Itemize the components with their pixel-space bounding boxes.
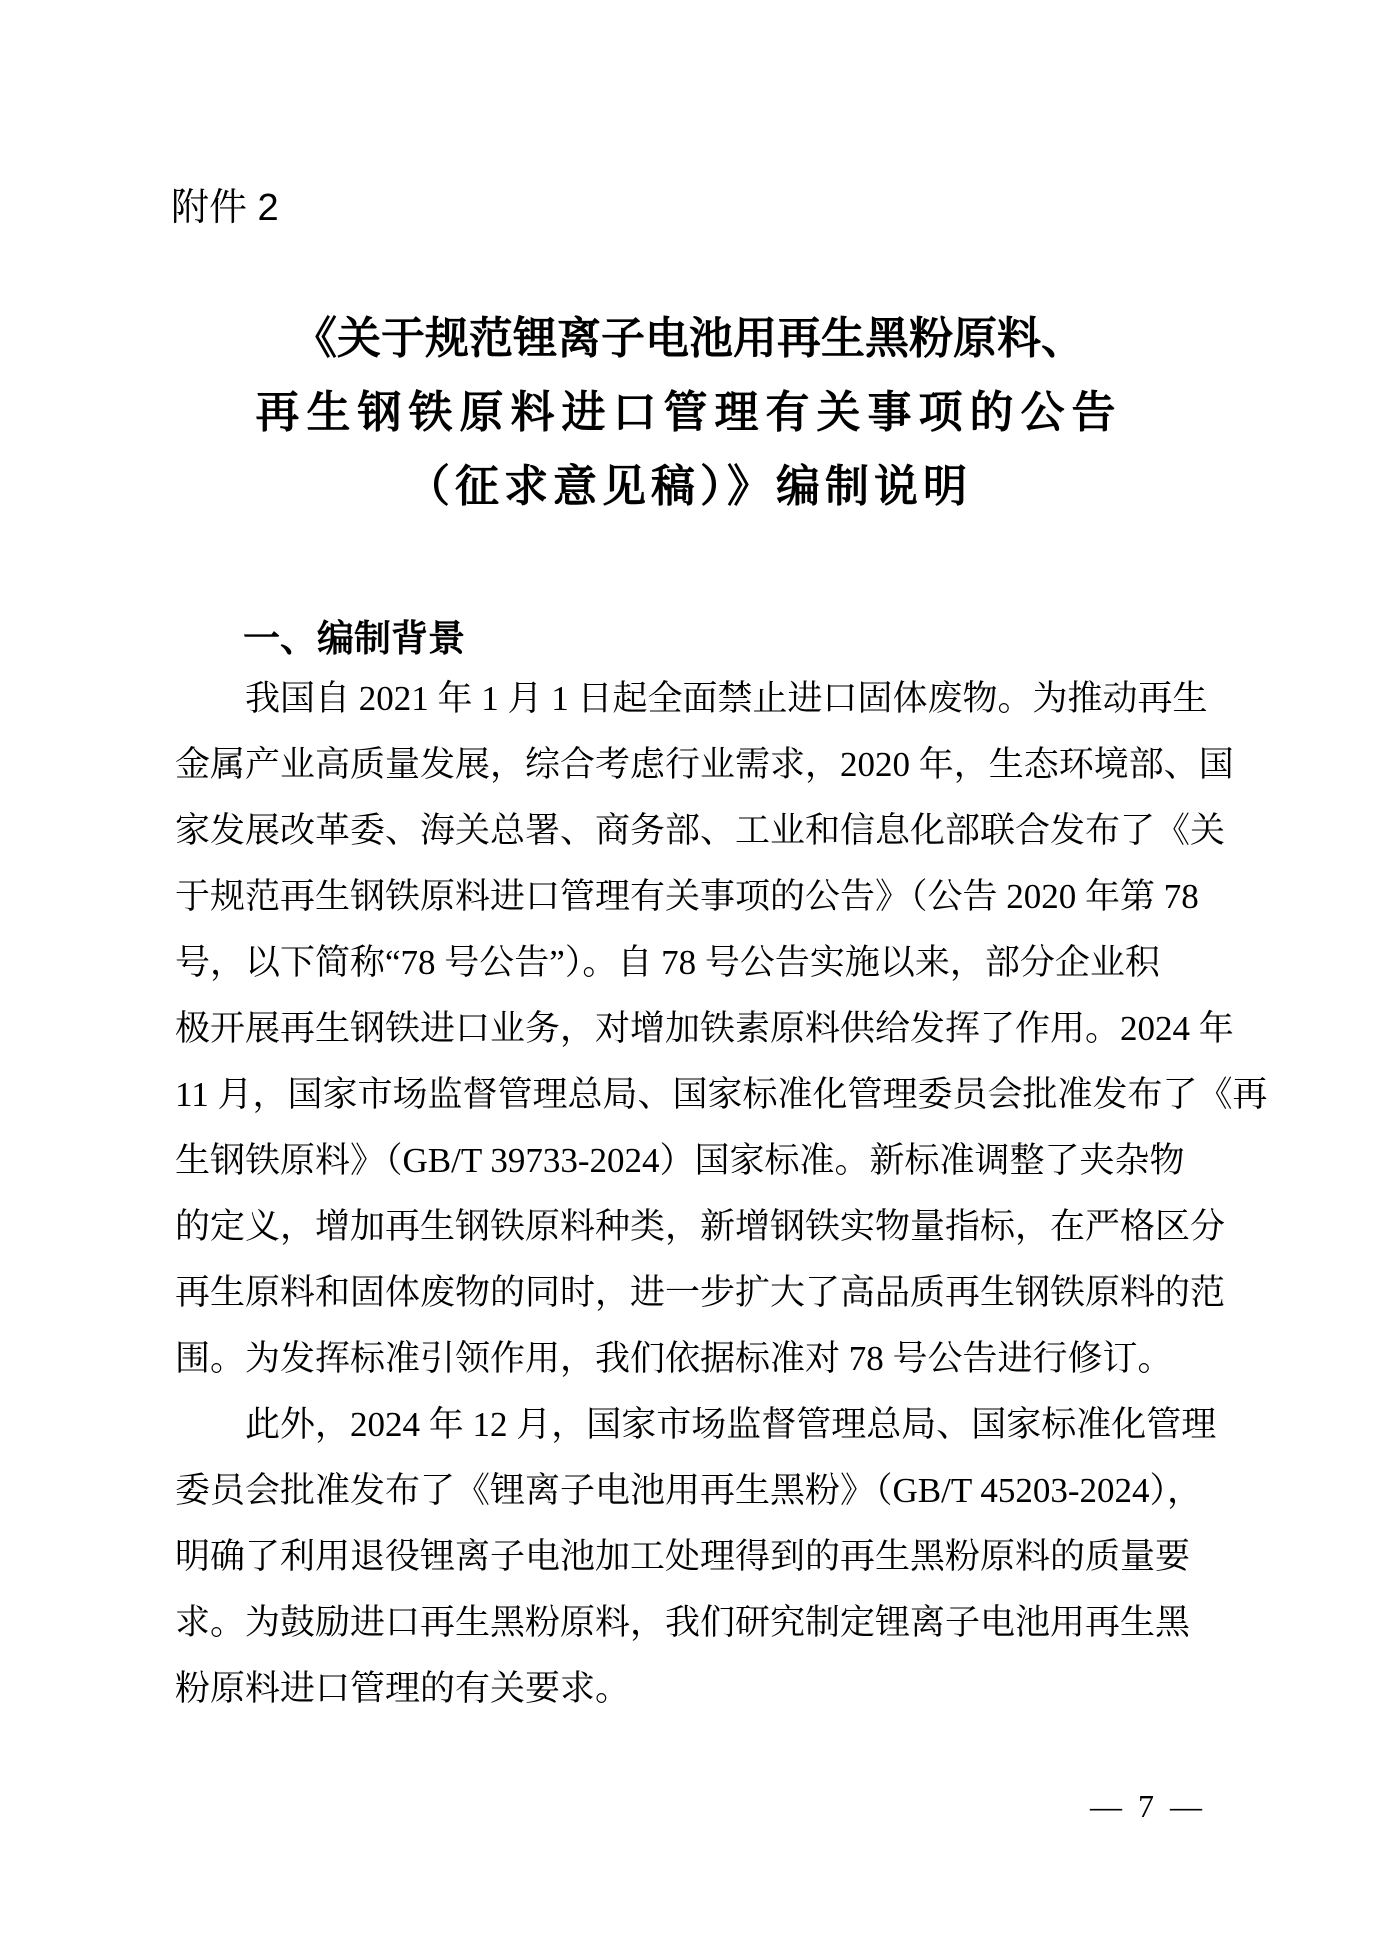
paragraph-1-line: 的定义，增加再生钢铁原料种类，新增钢铁实物量指标，在严格区分: [175, 1207, 1226, 1246]
paragraph-1-line: 我国自 2021 年 1 月 1 日起全面禁止进口固体废物。为推动再生: [245, 679, 1208, 718]
paragraph-1-line: 11 月，国家市场监督管理总局、国家标准化管理委员会批准发布了《再: [175, 1075, 1268, 1114]
body-text: [175, 666, 1268, 1722]
paragraph-1-line: 再生原料和固体废物的同时，进一步扩大了高品质再生钢铁原料的范: [175, 1273, 1226, 1312]
paragraph-1-line: 于规范再生钢铁原料进口管理有关事项的公告》（公告 2020 年第 78: [175, 877, 1199, 916]
paragraph-2-line: 粉原料进口管理的有关要求。: [175, 1669, 631, 1708]
attachment-label: 附件 2: [171, 187, 279, 229]
paragraph-2-line: 明确了利用退役锂离子电池加工处理得到的再生黑粉原料的质量要: [175, 1537, 1191, 1576]
paragraph-2-line: 委员会批准发布了《锂离子电池用再生黑粉》（GB/T 45203-2024），: [175, 1471, 1202, 1510]
title-line-2: 再生钢铁原料进口管理有关事项的公告: [255, 388, 1123, 437]
paragraph-1-line: 极开展再生钢铁进口业务，对增加铁素原料供给发挥了作用。2024 年: [175, 1009, 1234, 1048]
title-line-1: 《关于规范锂离子电池用再生黑粉原料、: [293, 314, 1085, 363]
paragraph-2-line: 求。为鼓励进口再生黑粉原料，我们研究制定锂离子电池用再生黑: [175, 1603, 1191, 1642]
paragraph-1-line: 金属产业高质量发展，综合考虑行业需求，2020 年，生态环境部、国: [175, 745, 1234, 784]
paragraph-1-line: 围。为发挥标准引领作用，我们依据标准对 78 号公告进行修订。: [175, 1339, 1173, 1378]
paragraph-1-line: 号，以下简称“78 号公告”）。自 78 号公告实施以来，部分企业积: [175, 943, 1160, 982]
page-number: — 7 —: [1090, 1788, 1206, 1824]
paragraph-1-line: 生钢铁原料》（GB/T 39733-2024）国家标准。新标准调整了夹杂物: [175, 1141, 1185, 1180]
paragraph-1-line: 家发展改革委、海关总署、商务部、工业和信息化部联合发布了《关: [175, 811, 1226, 850]
document-title: [0, 302, 1378, 524]
section-heading: 一、编制背景: [243, 618, 465, 659]
paragraph-2-line: 此外，2024 年 12 月，国家市场监督管理总局、国家标准化管理: [245, 1405, 1217, 1444]
title-line-3: （征求意见稿）》编制说明: [406, 462, 972, 511]
